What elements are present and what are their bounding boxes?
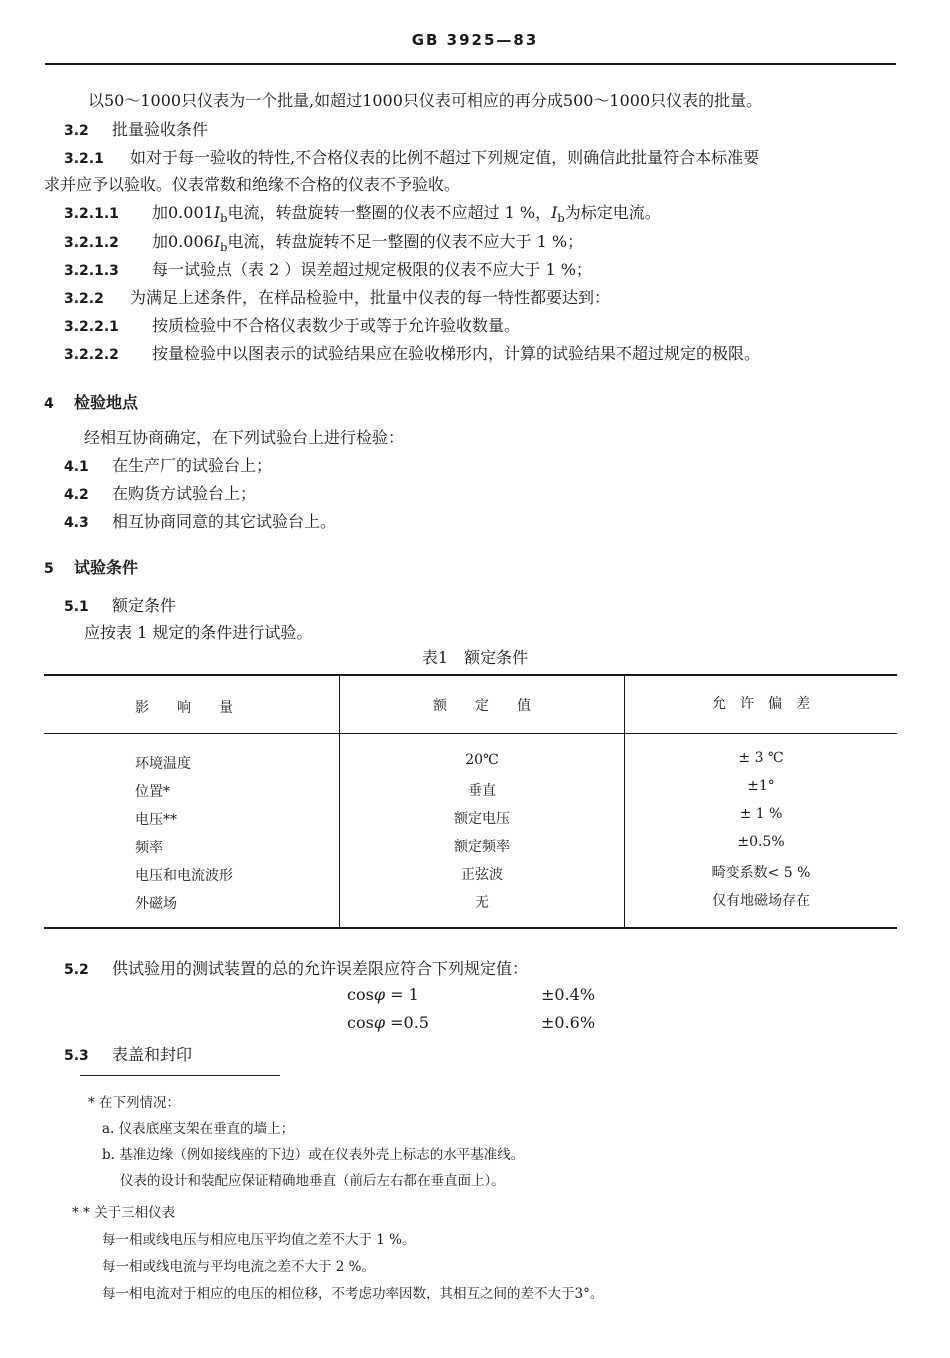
table-cell: 无 xyxy=(475,895,489,911)
table-cell: ± 1 % xyxy=(739,806,783,822)
section-number: 5.2 xyxy=(64,962,89,978)
paragraph-text: 为满足上述条件，在样品检验中，批量中仪表的每一特性都要达到： xyxy=(130,288,611,307)
table-cell: 额定电压 xyxy=(454,811,510,827)
section-number: 3.2 xyxy=(64,123,89,139)
table-cell: 额定频率 xyxy=(454,839,510,855)
footnote-three-phase-3: 每一相电流对于相应的电压的相位移，不考虑功率因数，其相互之间的差不大于3°。 xyxy=(102,1286,604,1302)
section-number: 3.2.2.1 xyxy=(64,319,119,335)
section-number: 3.2.2.2 xyxy=(64,347,119,363)
section-3-2-1-3 xyxy=(64,260,592,281)
table-cell: 外磁场 xyxy=(135,896,177,912)
cos-phi-expression xyxy=(347,1013,429,1033)
section-3-2-2-2 xyxy=(64,344,760,365)
table-cell: ± 3 ℃ xyxy=(738,750,784,766)
section-5-2 xyxy=(64,959,528,980)
table-cell: 电压和电流波形 xyxy=(135,868,233,884)
section-3-2-1-continued: 求并应予以验收。仪表常数和绝缘不合格的仪表不予验收。 xyxy=(44,175,461,194)
section-5-3 xyxy=(64,1045,192,1066)
page-header: GB 3925—83 xyxy=(411,31,539,49)
table-cell: 正弦波 xyxy=(461,867,503,883)
cos-label: cos xyxy=(347,1013,374,1032)
section-title: 批量验收条件 xyxy=(112,120,209,139)
table-caption: 表1 额定条件 xyxy=(421,648,529,667)
current-symbol: I xyxy=(213,203,221,222)
section-5-1 xyxy=(64,596,176,617)
paragraph-text: 按质检验中不合格仪表数少于或等于允许验收数量。 xyxy=(152,316,521,335)
section-title: 试验条件 xyxy=(74,558,139,577)
section-4-1 xyxy=(64,456,272,477)
current-subscript: b xyxy=(557,211,565,226)
section-number: 4.3 xyxy=(64,515,89,531)
cos-value: =0.5 xyxy=(390,1013,429,1032)
paragraph-text: 供试验用的测试装置的总的允许误差限应符合下列规定值： xyxy=(112,959,529,978)
section-3-2-1-2 xyxy=(64,232,583,257)
text-part: 电流，转盘旋转不足一整圈的仪表不应大于 1 %； xyxy=(227,232,584,251)
paragraph-text: 在生产厂的试验台上； xyxy=(112,456,273,475)
text-part: 为标定电流。 xyxy=(564,203,661,222)
current-symbol: I xyxy=(551,203,558,222)
table-header-cell: 允 许 偏 差 xyxy=(712,696,810,712)
paragraph-text: 每一试验点（表 2 ）误差超过规定极限的仪表不应大于 1 %； xyxy=(152,260,592,279)
table-header-rule xyxy=(44,733,897,734)
cos-value: = 1 xyxy=(390,985,419,1004)
table-cell: 垂直 xyxy=(468,783,496,799)
section-number: 4.2 xyxy=(64,487,89,503)
section-4-2 xyxy=(64,484,256,505)
section-3-2-2-1 xyxy=(64,316,520,337)
section-number: 5.1 xyxy=(64,599,89,615)
table-cell: 电压** xyxy=(135,812,177,828)
paragraph-text: 表盖和封印 xyxy=(112,1045,193,1064)
phi-symbol: φ xyxy=(373,985,386,1004)
text-part: 加0.006 xyxy=(152,232,214,251)
table-header-cell: 额 定 值 xyxy=(433,698,531,714)
footnote-position-a: a. 仪表底座支架在垂直的墙上； xyxy=(102,1121,295,1137)
paragraph-text: 按量检验中以图表示的试验结果应在验收梯形内，计算的试验结果不超过规定的极限。 xyxy=(152,344,761,363)
table-bottom-rule xyxy=(44,927,897,929)
section-5-1-text: 应按表 1 规定的条件进行试验。 xyxy=(84,623,313,642)
section-3-2-2 xyxy=(64,288,610,309)
section-3-2-1-1 xyxy=(64,203,661,228)
footnote-three-phase-1: 每一相或线电压与相应电压平均值之差不大于 1 %。 xyxy=(102,1232,416,1248)
footnote-position-c: 仪表的设计和装配应保证精确地垂直（前后左右都在垂直面上）。 xyxy=(120,1173,505,1189)
section-number: 3.2.1.1 xyxy=(64,206,119,222)
header-rule xyxy=(45,63,896,65)
section-4-3 xyxy=(64,512,336,533)
section-3-2-1 xyxy=(64,148,759,169)
text-part: 加0.001 xyxy=(152,203,214,222)
section-number: 3.2.1.2 xyxy=(64,235,119,251)
current-symbol: I xyxy=(213,232,221,251)
table-cell: 位置* xyxy=(135,784,170,800)
section-title: 检验地点 xyxy=(74,393,139,412)
tolerance-value: ±0.4% xyxy=(541,985,596,1004)
section-number: 3.2.1 xyxy=(64,151,104,167)
section-number: 4.1 xyxy=(64,459,89,475)
cos-phi-expression xyxy=(347,985,419,1005)
cos-label: cos xyxy=(347,985,374,1004)
footnote-three-phase-2: 每一相或线电流与平均电流之差不大于 2 %。 xyxy=(102,1259,375,1275)
table-cell: ±1° xyxy=(747,778,775,794)
table-cell: 仅有地磁场存在 xyxy=(712,893,810,909)
table-cell: 频率 xyxy=(135,840,163,856)
tolerance-value: ±0.6% xyxy=(541,1013,596,1032)
paragraph-text: 额定条件 xyxy=(112,596,177,615)
section-number: 3.2.2 xyxy=(64,291,104,307)
section-number: 5 xyxy=(44,561,54,577)
table-cell: 畸变系数< 5 % xyxy=(711,865,811,881)
intro-paragraph: 以50～1000只仪表为一个批量,如超过1000只仪表可相应的再分成500～1000只仪表的批量。 xyxy=(88,91,763,110)
section-number: 3.2.1.3 xyxy=(64,263,119,279)
section-3-2 xyxy=(64,120,208,141)
table-cell: 20℃ xyxy=(465,752,499,768)
paragraph-line: 如对于每一验收的特性,不合格仪表的比例不超过下列规定值，则确信此批量符合本标准要 xyxy=(130,148,760,167)
footnote-three-phase-title: * * 关于三相仪表 xyxy=(72,1205,176,1221)
section-5-heading xyxy=(44,558,138,579)
table-cell: ±0.5% xyxy=(737,834,785,850)
section-number: 4 xyxy=(44,396,54,412)
footnote-position-title: * 在下列情况： xyxy=(88,1095,181,1111)
phi-symbol: φ xyxy=(373,1013,386,1032)
section-4-intro: 经相互协商确定，在下列试验台上进行检验： xyxy=(84,428,405,447)
footnote-rule xyxy=(80,1075,280,1076)
current-subscript: b xyxy=(220,240,228,255)
paragraph-text: 相互协商同意的其它试验台上。 xyxy=(112,512,337,531)
footnote-position-b: b. 基准边缘（例如接线座的下边）或在仪表外壳上标志的水平基准线。 xyxy=(102,1147,525,1163)
table-header-cell: 影 响 量 xyxy=(135,700,233,716)
table-top-rule xyxy=(44,674,897,676)
table-cell: 环境温度 xyxy=(135,756,191,772)
section-number: 5.3 xyxy=(64,1048,89,1064)
current-subscript: b xyxy=(220,211,228,226)
section-4-heading xyxy=(44,393,138,414)
paragraph-text: 在购货方试验台上； xyxy=(112,484,257,503)
text-part: 电流，转盘旋转一整圈的仪表不应超过 1 %， xyxy=(227,203,552,222)
